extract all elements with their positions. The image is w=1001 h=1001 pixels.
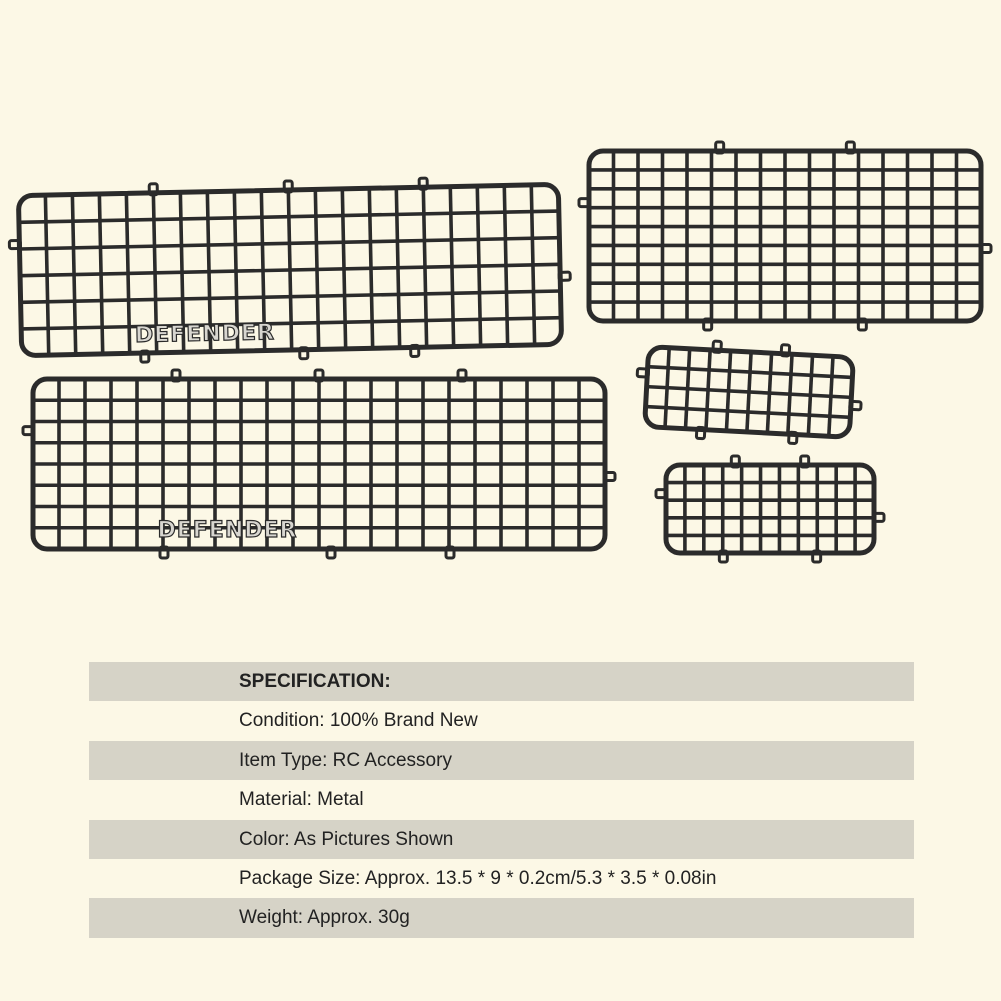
mesh-grid	[666, 465, 874, 553]
defender-logo-text: DEFENDER	[134, 320, 276, 349]
large-mesh-panel-bottom	[23, 370, 615, 558]
small-mesh-panel-upper	[634, 337, 864, 447]
spec-item-type: Item Type: RC Accessory	[89, 741, 914, 780]
defender-logo-text: DEFENDER	[157, 518, 298, 544]
side-mesh-panel-right	[579, 142, 991, 330]
small-mesh-panel-lower	[656, 456, 884, 562]
spec-heading: SPECIFICATION:	[89, 662, 914, 701]
mesh-grid	[645, 347, 854, 438]
spec-condition: Condition: 100% Brand New	[239, 710, 478, 732]
spec-weight: Weight: Approx. 30g	[89, 898, 914, 937]
mesh-grid	[589, 151, 981, 321]
spec-package-size: Package Size: Approx. 13.5 * 9 * 0.2cm/5.3 * 3.5 * 0.08in	[239, 867, 717, 889]
mesh-grid	[18, 184, 561, 355]
spec-material: Material: Metal	[239, 789, 364, 811]
mesh-grid	[33, 379, 605, 549]
spec-color: Color: As Pictures Shown	[89, 820, 914, 859]
specification-table	[89, 662, 914, 938]
large-mesh-panel-top	[8, 175, 572, 365]
mounting-tabs	[656, 456, 884, 562]
